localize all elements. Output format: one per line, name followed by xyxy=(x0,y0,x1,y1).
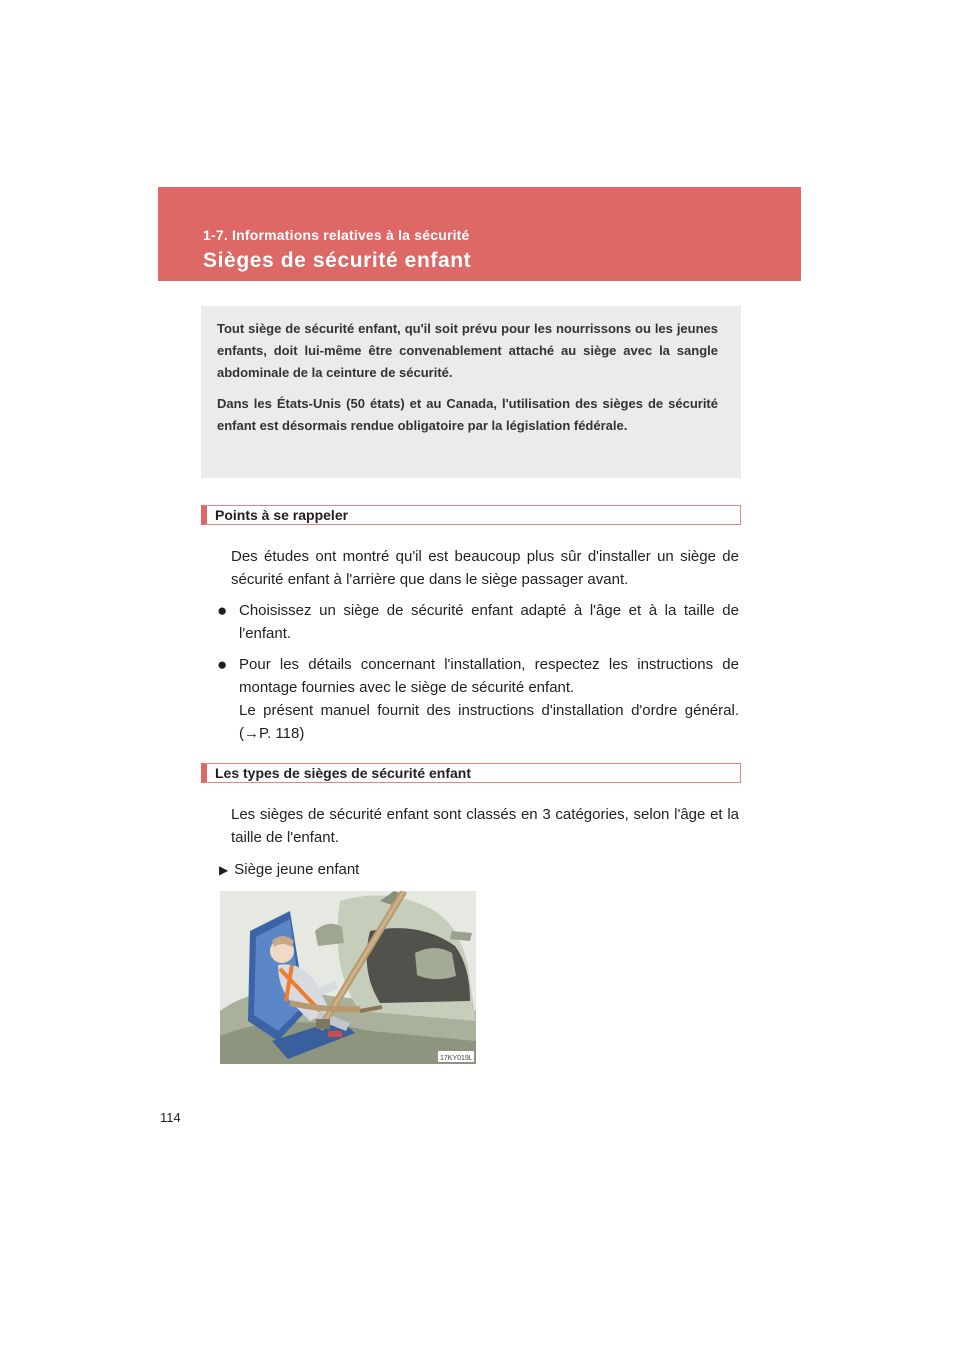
header-band xyxy=(158,187,801,281)
child-seat-drawing xyxy=(220,891,476,1064)
triangle-right-icon: ▶ xyxy=(219,863,229,877)
intro-box xyxy=(201,306,741,478)
bullet-item-2 xyxy=(217,653,739,745)
installation-note: Le présent manuel fournit des instructions d'installation d'ordre général. (→P. 118) xyxy=(239,702,739,742)
bullet-text-2: Pour les détails concernant l'installation, respectez les instructions de montage fournies avec le siège de sécurité enfant. xyxy=(239,656,739,696)
child-seat-illustration xyxy=(220,891,476,1064)
intro-paragraph-2: Dans les États-Unis (50 états) et au Canada, l'utilisation des sièges de sécurité enfant est désormais rendue obligatoire par la législation fédérale. xyxy=(217,396,718,433)
seat-type-label: Siège jeune enfant xyxy=(234,861,360,878)
subheading-points: Points à se rappeler xyxy=(201,505,741,525)
page-title: Sièges de sécurité enfant xyxy=(203,249,472,272)
bullet-item-1 xyxy=(217,599,739,645)
types-paragraph: Les sièges de sécurité enfant sont classés en 3 catégories, selon l'âge et la taille de l'enfant. xyxy=(231,806,739,846)
figure-code: 17KY019L xyxy=(440,1055,473,1062)
intro-paragraph-1: Tout siège de sécurité enfant, qu'il soit prévu pour les nourrissons ou les jeunes enfants, doit lui-même être convenablement attaché au siège avec la sangle abdominale de la ceinture de sécurité. xyxy=(217,321,718,380)
points-paragraph: Des études ont montré qu'il est beaucoup plus sûr d'installer un siège de sécurité enfant à l'arrière que dans le siège passager avant. xyxy=(231,548,739,588)
section-label: 1-7. Informations relatives à la sécurité xyxy=(203,227,470,243)
subheading-types: Les types de sièges de sécurité enfant xyxy=(201,763,741,783)
bullet-dot-icon: ● xyxy=(217,601,228,620)
bullet-dot-icon: ● xyxy=(217,655,228,674)
page-number: 114 xyxy=(160,1110,181,1125)
seat-type-item xyxy=(219,860,359,880)
bullet-text-1: Choisissez un siège de sécurité enfant adapté à l'âge et à la taille de l'enfant. xyxy=(239,602,739,642)
